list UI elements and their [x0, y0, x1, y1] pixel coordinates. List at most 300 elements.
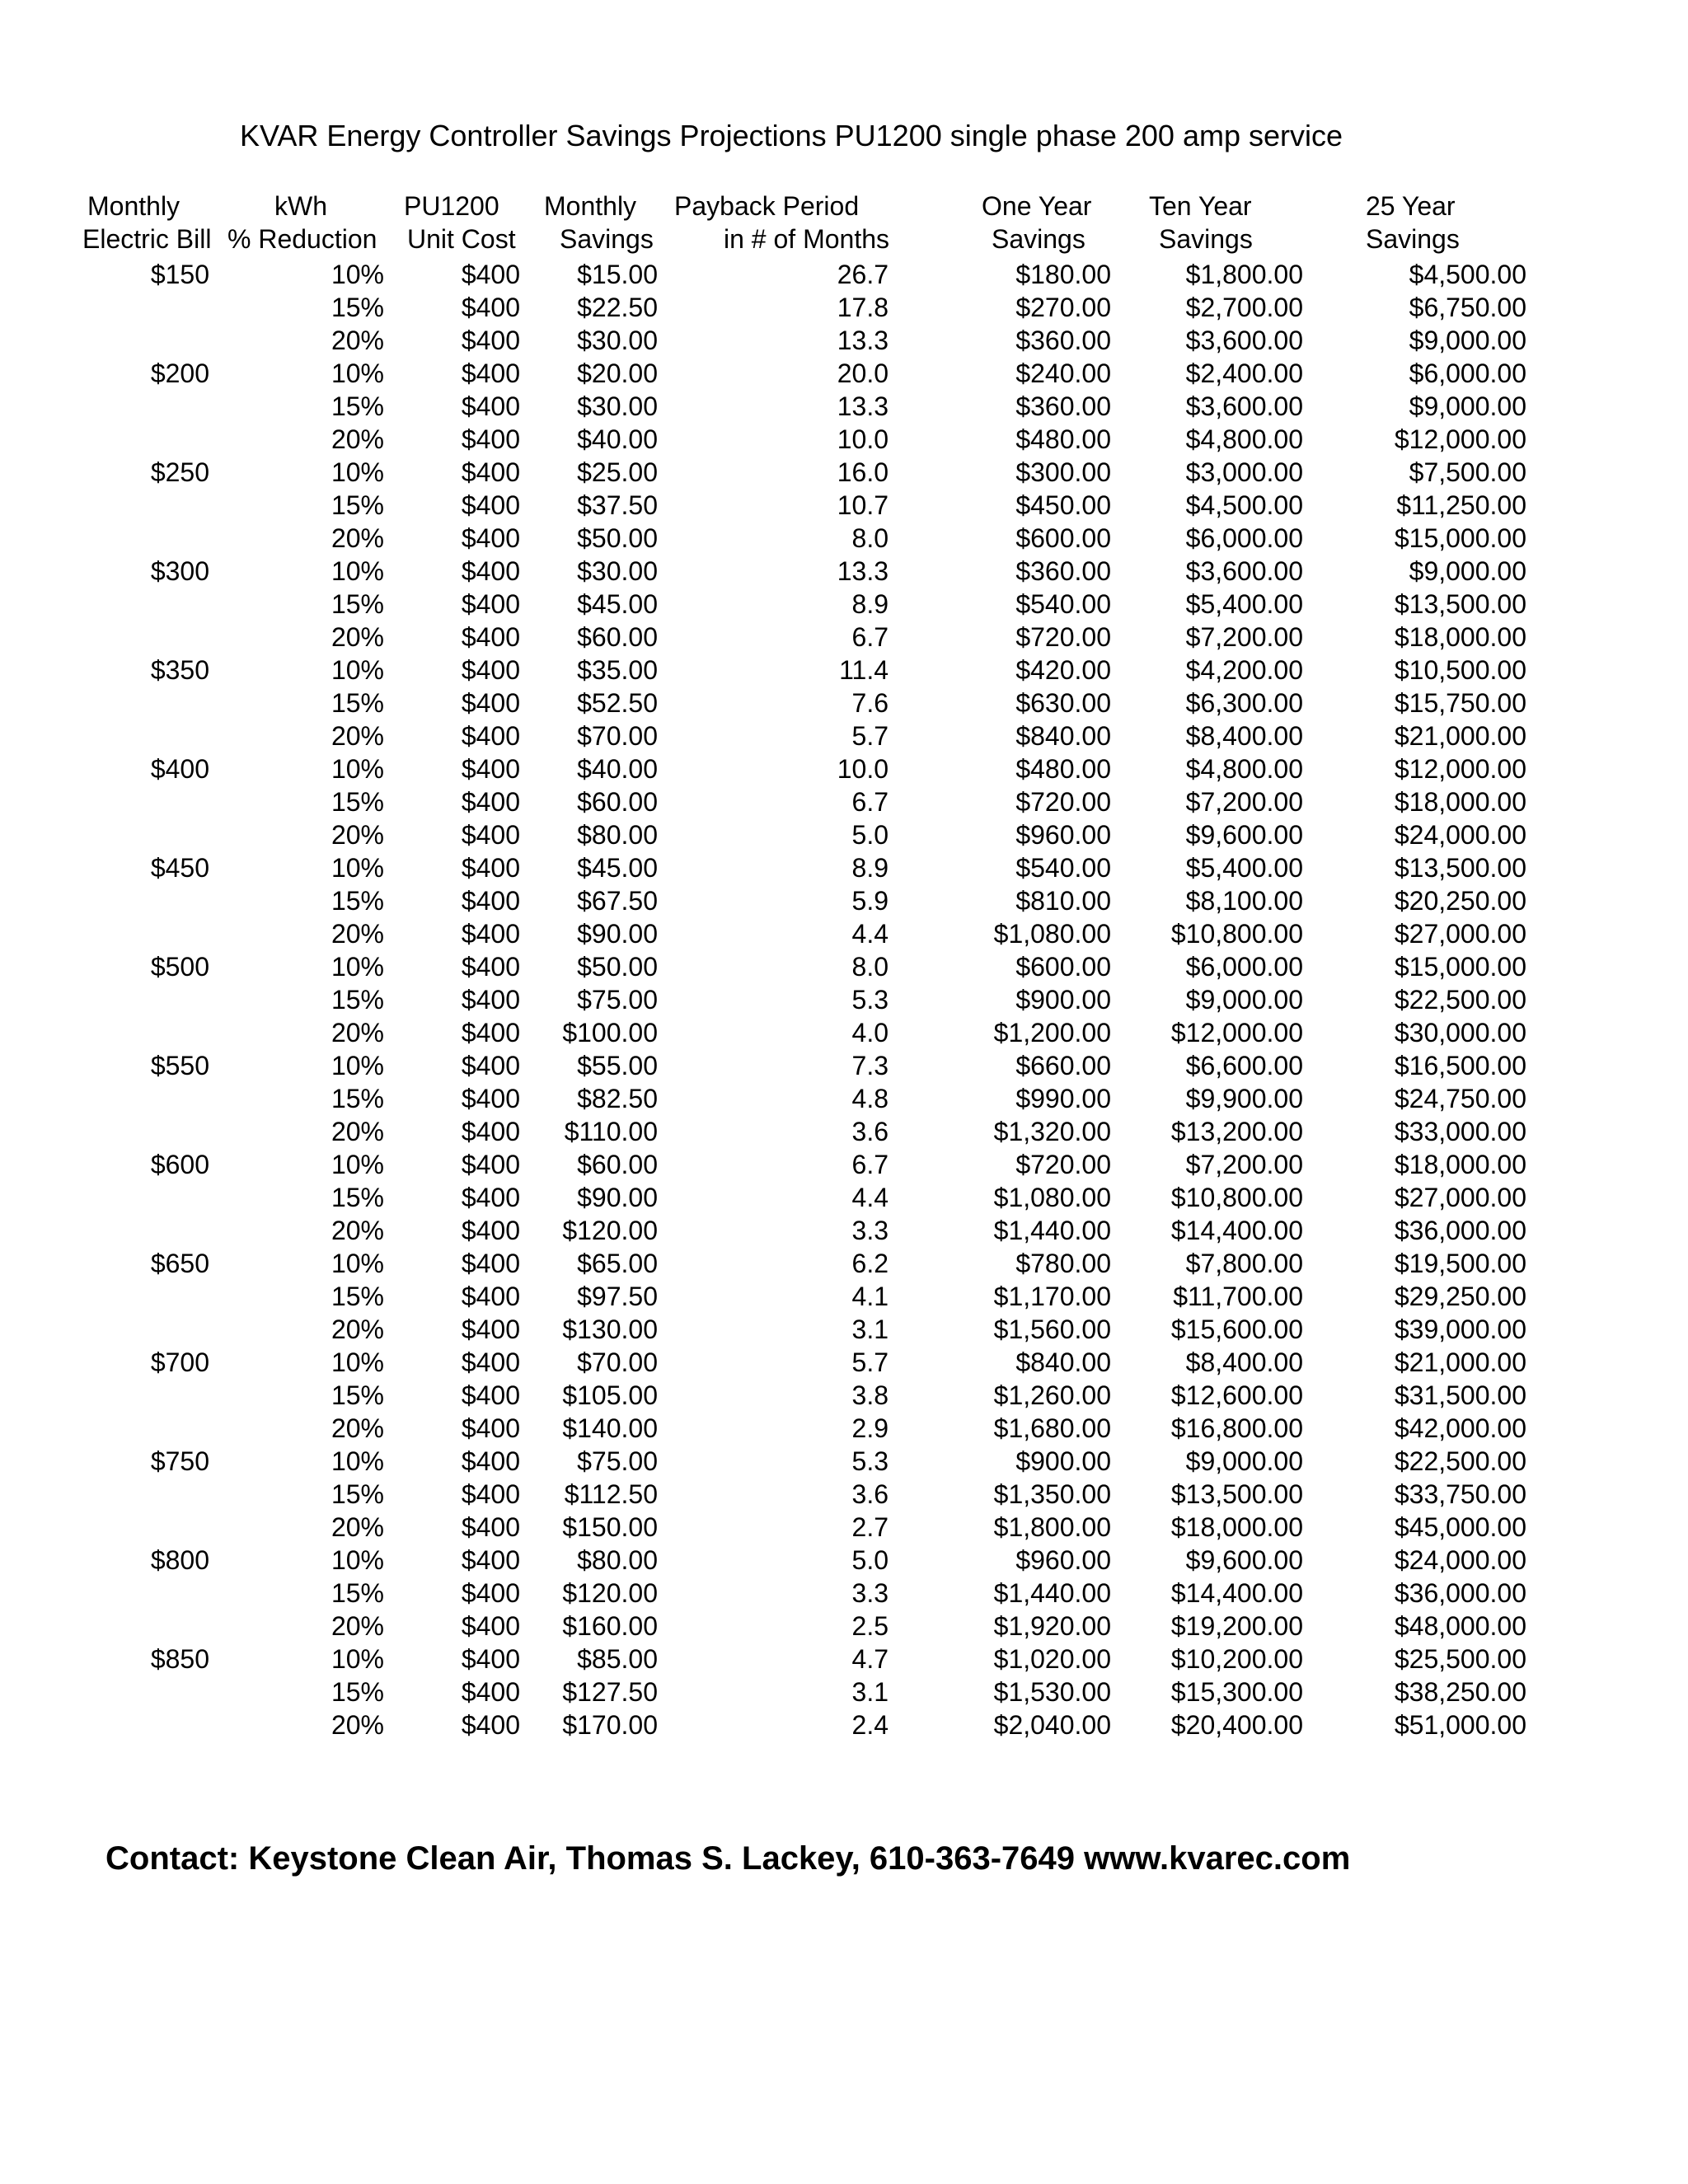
unit-cost-cell: $400 [461, 1084, 520, 1113]
ten-year-savings-cell: $7,200.00 [1185, 787, 1303, 817]
payback-months-cell: 3.3 [851, 1216, 889, 1245]
ten-year-savings-cell: $3,600.00 [1185, 391, 1303, 421]
unit-cost-cell: $400 [461, 1413, 520, 1443]
ten-year-savings-cell: $4,800.00 [1185, 424, 1303, 454]
monthly-savings-cell: $105.00 [562, 1380, 658, 1410]
one-year-savings-cell: $540.00 [1015, 853, 1111, 883]
twenty-five-year-savings-cell: $27,000.00 [1394, 1183, 1526, 1212]
monthly-savings-cell: $30.00 [577, 391, 658, 421]
unit-cost-cell: $400 [461, 754, 520, 784]
payback-months-cell: 6.7 [851, 622, 889, 652]
payback-months-cell: 5.0 [851, 820, 889, 850]
twenty-five-year-savings-cell: $18,000.00 [1394, 1150, 1526, 1179]
table-row [0, 621, 1688, 654]
monthly-savings-cell: $140.00 [562, 1413, 658, 1443]
payback-months-cell: 3.8 [851, 1380, 889, 1410]
one-year-savings-cell: $600.00 [1015, 952, 1111, 982]
table-row [0, 588, 1688, 621]
monthly-savings-cell: $70.00 [577, 721, 658, 751]
payback-months-cell: 7.6 [851, 688, 889, 718]
one-year-savings-cell: $960.00 [1015, 1545, 1111, 1575]
ten-year-savings-cell: $15,300.00 [1170, 1677, 1303, 1707]
page-title: KVAR Energy Controller Savings Projections PU1200 single phase 200 amp service [239, 119, 1343, 152]
unit-cost-cell: $400 [461, 1282, 520, 1311]
one-year-savings-cell: $420.00 [1015, 655, 1111, 685]
monthly-bill-cell: $700 [150, 1347, 209, 1377]
one-year-savings-cell: $840.00 [1015, 1347, 1111, 1377]
twenty-five-year-savings-cell: $15,000.00 [1394, 952, 1526, 982]
twenty-five-year-savings-cell: $18,000.00 [1394, 622, 1526, 652]
table-row [0, 1675, 1688, 1708]
unit-cost-cell: $400 [461, 1380, 520, 1410]
ten-year-savings-cell: $6,600.00 [1185, 1051, 1303, 1080]
kwh-reduction-cell: 15% [331, 886, 384, 916]
monthly-bill-cell: $550 [150, 1051, 209, 1080]
table-row [0, 1115, 1688, 1148]
twenty-five-year-savings-cell: $16,500.00 [1394, 1051, 1526, 1080]
ten-year-savings-cell: $10,800.00 [1170, 919, 1303, 949]
table-row [0, 1214, 1688, 1247]
monthly-bill-cell: $800 [150, 1545, 209, 1575]
table-row [0, 1511, 1688, 1544]
twenty-five-year-savings-cell: $9,000.00 [1409, 556, 1526, 586]
header-one-year-line1: One Year [982, 191, 1092, 221]
table-row [0, 950, 1688, 983]
header-monthly-line1: Monthly [544, 191, 637, 221]
kwh-reduction-cell: 10% [331, 1644, 384, 1674]
one-year-savings-cell: $1,530.00 [993, 1677, 1111, 1707]
payback-months-cell: 2.7 [851, 1512, 889, 1542]
one-year-savings-cell: $1,170.00 [993, 1282, 1111, 1311]
one-year-savings-cell: $660.00 [1015, 1051, 1111, 1080]
one-year-savings-cell: $960.00 [1015, 820, 1111, 850]
ten-year-savings-cell: $4,200.00 [1185, 655, 1303, 685]
twenty-five-year-savings-cell: $33,750.00 [1394, 1479, 1526, 1509]
twenty-five-year-savings-cell: $7,500.00 [1409, 457, 1526, 487]
twenty-five-year-savings-cell: $15,750.00 [1394, 688, 1526, 718]
payback-months-cell: 3.3 [851, 1578, 889, 1608]
twenty-five-year-savings-cell: $18,000.00 [1394, 787, 1526, 817]
monthly-savings-cell: $60.00 [577, 1150, 658, 1179]
payback-months-cell: 4.8 [851, 1084, 889, 1113]
one-year-savings-cell: $720.00 [1015, 787, 1111, 817]
ten-year-savings-cell: $8,400.00 [1185, 1347, 1303, 1377]
payback-months-cell: 4.4 [851, 1183, 889, 1212]
payback-months-cell: 5.3 [851, 985, 889, 1015]
table-row [0, 555, 1688, 588]
payback-months-cell: 10.0 [837, 754, 889, 784]
unit-cost-cell: $400 [461, 391, 520, 421]
one-year-savings-cell: $1,440.00 [993, 1216, 1111, 1245]
table-row [0, 291, 1688, 324]
twenty-five-year-savings-cell: $33,000.00 [1394, 1117, 1526, 1146]
one-year-savings-cell: $1,350.00 [993, 1479, 1111, 1509]
payback-months-cell: 17.8 [837, 293, 889, 322]
table-row [0, 1610, 1688, 1643]
ten-year-savings-cell: $9,000.00 [1185, 1446, 1303, 1476]
twenty-five-year-savings-cell: $11,250.00 [1396, 490, 1526, 520]
one-year-savings-cell: $630.00 [1015, 688, 1111, 718]
ten-year-savings-cell: $8,400.00 [1185, 721, 1303, 751]
table-row [0, 752, 1688, 785]
ten-year-savings-cell: $20,400.00 [1170, 1710, 1303, 1740]
one-year-savings-cell: $1,680.00 [993, 1413, 1111, 1443]
unit-cost-cell: $400 [461, 1150, 520, 1179]
table-row [0, 1181, 1688, 1214]
unit-cost-cell: $400 [461, 919, 520, 949]
monthly-savings-cell: $40.00 [577, 754, 658, 784]
kwh-reduction-cell: 20% [331, 326, 384, 355]
unit-cost-cell: $400 [461, 1545, 520, 1575]
unit-cost-cell: $400 [461, 952, 520, 982]
one-year-savings-cell: $1,560.00 [993, 1315, 1111, 1344]
monthly-savings-cell: $75.00 [577, 1446, 658, 1476]
kwh-reduction-cell: 20% [331, 721, 384, 751]
unit-cost-cell: $400 [461, 1611, 520, 1641]
twenty-five-year-savings-cell: $25,500.00 [1394, 1644, 1526, 1674]
kwh-reduction-cell: 20% [331, 1611, 384, 1641]
twenty-five-year-savings-cell: $10,500.00 [1394, 655, 1526, 685]
kwh-reduction-cell: 15% [331, 1479, 384, 1509]
payback-months-cell: 5.9 [851, 886, 889, 916]
unit-cost-cell: $400 [461, 1677, 520, 1707]
kwh-reduction-cell: 10% [331, 1150, 384, 1179]
one-year-savings-cell: $1,320.00 [993, 1117, 1111, 1146]
kwh-reduction-cell: 15% [331, 293, 384, 322]
ten-year-savings-cell: $3,000.00 [1185, 457, 1303, 487]
kwh-reduction-cell: 20% [331, 1512, 384, 1542]
twenty-five-year-savings-cell: $21,000.00 [1394, 1347, 1526, 1377]
table-row [0, 719, 1688, 752]
kwh-reduction-cell: 10% [331, 1347, 384, 1377]
table-row [0, 884, 1688, 917]
kwh-reduction-cell: 10% [331, 1446, 384, 1476]
payback-months-cell: 5.7 [851, 721, 889, 751]
one-year-savings-cell: $720.00 [1015, 1150, 1111, 1179]
monthly-savings-cell: $52.50 [577, 688, 658, 718]
twenty-five-year-savings-cell: $39,000.00 [1394, 1315, 1526, 1344]
table-row [0, 1082, 1688, 1115]
table-row [0, 983, 1688, 1016]
ten-year-savings-cell: $6,000.00 [1185, 523, 1303, 553]
monthly-bill-cell: $250 [150, 457, 209, 487]
ten-year-savings-cell: $15,600.00 [1170, 1315, 1303, 1344]
monthly-savings-cell: $15.00 [577, 260, 658, 289]
ten-year-savings-cell: $7,200.00 [1185, 622, 1303, 652]
unit-cost-cell: $400 [461, 523, 520, 553]
payback-months-cell: 26.7 [837, 260, 889, 289]
payback-months-cell: 2.9 [851, 1413, 889, 1443]
ten-year-savings-cell: $6,300.00 [1185, 688, 1303, 718]
one-year-savings-cell: $270.00 [1015, 293, 1111, 322]
one-year-savings-cell: $180.00 [1015, 260, 1111, 289]
header-reduction-line1: kWh [274, 191, 327, 221]
payback-months-cell: 8.0 [851, 523, 889, 553]
twenty-five-year-savings-cell: $12,000.00 [1394, 424, 1526, 454]
monthly-savings-cell: $85.00 [577, 1644, 658, 1674]
one-year-savings-cell: $2,040.00 [993, 1710, 1111, 1740]
ten-year-savings-cell: $5,400.00 [1185, 589, 1303, 619]
monthly-savings-cell: $40.00 [577, 424, 658, 454]
monthly-savings-cell: $45.00 [577, 589, 658, 619]
payback-months-cell: 2.5 [851, 1611, 889, 1641]
kwh-reduction-cell: 15% [331, 787, 384, 817]
table-row [0, 1148, 1688, 1181]
ten-year-savings-cell: $12,000.00 [1170, 1018, 1303, 1047]
payback-months-cell: 11.4 [839, 655, 889, 685]
ten-year-savings-cell: $9,000.00 [1185, 985, 1303, 1015]
table-row [0, 1280, 1688, 1313]
twenty-five-year-savings-cell: $45,000.00 [1394, 1512, 1526, 1542]
table-row [0, 1049, 1688, 1082]
one-year-savings-cell: $360.00 [1015, 556, 1111, 586]
one-year-savings-cell: $1,260.00 [993, 1380, 1111, 1410]
payback-months-cell: 8.0 [851, 952, 889, 982]
payback-months-cell: 13.3 [837, 391, 889, 421]
one-year-savings-cell: $1,080.00 [993, 919, 1111, 949]
monthly-savings-cell: $65.00 [577, 1249, 658, 1278]
ten-year-savings-cell: $13,500.00 [1170, 1479, 1303, 1509]
twenty-five-year-savings-cell: $38,250.00 [1394, 1677, 1526, 1707]
one-year-savings-cell: $1,440.00 [993, 1578, 1111, 1608]
header-reduction-line2: % Reduction [227, 224, 377, 254]
monthly-savings-cell: $170.00 [562, 1710, 658, 1740]
one-year-savings-cell: $840.00 [1015, 721, 1111, 751]
payback-months-cell: 6.7 [851, 787, 889, 817]
ten-year-savings-cell: $4,800.00 [1185, 754, 1303, 784]
kwh-reduction-cell: 10% [331, 1051, 384, 1080]
table-row [0, 522, 1688, 555]
unit-cost-cell: $400 [461, 787, 520, 817]
table-row [0, 324, 1688, 357]
unit-cost-cell: $400 [461, 1315, 520, 1344]
kwh-reduction-cell: 10% [331, 952, 384, 982]
unit-cost-cell: $400 [461, 1183, 520, 1212]
kwh-reduction-cell: 20% [331, 424, 384, 454]
ten-year-savings-cell: $1,800.00 [1185, 260, 1303, 289]
unit-cost-cell: $400 [461, 589, 520, 619]
payback-months-cell: 5.7 [851, 1347, 889, 1377]
monthly-savings-cell: $60.00 [577, 622, 658, 652]
one-year-savings-cell: $360.00 [1015, 391, 1111, 421]
table-header [0, 190, 1688, 255]
header-cost-line2: Unit Cost [407, 224, 516, 254]
ten-year-savings-cell: $2,700.00 [1185, 293, 1303, 322]
header-monthly-line2: Savings [560, 224, 654, 254]
kwh-reduction-cell: 15% [331, 985, 384, 1015]
unit-cost-cell: $400 [461, 985, 520, 1015]
monthly-savings-cell: $50.00 [577, 952, 658, 982]
twenty-five-year-savings-cell: $51,000.00 [1394, 1710, 1526, 1740]
twenty-five-year-savings-cell: $27,000.00 [1394, 919, 1526, 949]
twenty-five-year-savings-cell: $36,000.00 [1394, 1216, 1526, 1245]
header-25-year-line1: 25 Year [1366, 191, 1456, 221]
monthly-savings-cell: $60.00 [577, 787, 658, 817]
ten-year-savings-cell: $10,800.00 [1170, 1183, 1303, 1212]
table-row [0, 1016, 1688, 1049]
unit-cost-cell: $400 [461, 886, 520, 916]
ten-year-savings-cell: $6,000.00 [1185, 952, 1303, 982]
payback-months-cell: 6.7 [851, 1150, 889, 1179]
kwh-reduction-cell: 20% [331, 1216, 384, 1245]
payback-months-cell: 4.7 [851, 1644, 889, 1674]
contact-line: Contact: Keystone Clean Air, Thomas S. Lackey, 610-363-7649 www.kvarec.com [106, 1840, 1351, 1877]
one-year-savings-cell: $300.00 [1015, 457, 1111, 487]
ten-year-savings-cell: $9,600.00 [1185, 1545, 1303, 1575]
payback-months-cell: 8.9 [851, 589, 889, 619]
ten-year-savings-cell: $3,600.00 [1185, 556, 1303, 586]
one-year-savings-cell: $780.00 [1015, 1249, 1111, 1278]
one-year-savings-cell: $480.00 [1015, 424, 1111, 454]
header-bill-line2: Electric Bill [82, 224, 212, 254]
monthly-savings-cell: $150.00 [562, 1512, 658, 1542]
twenty-five-year-savings-cell: $31,500.00 [1394, 1380, 1526, 1410]
monthly-savings-cell: $80.00 [577, 820, 658, 850]
monthly-savings-cell: $37.50 [577, 490, 658, 520]
unit-cost-cell: $400 [461, 1512, 520, 1542]
monthly-savings-cell: $82.50 [577, 1084, 658, 1113]
unit-cost-cell: $400 [461, 622, 520, 652]
monthly-savings-cell: $120.00 [562, 1216, 658, 1245]
monthly-savings-cell: $130.00 [562, 1315, 658, 1344]
ten-year-savings-cell: $19,200.00 [1170, 1611, 1303, 1641]
table-row [0, 423, 1688, 456]
payback-months-cell: 8.9 [851, 853, 889, 883]
table-row [0, 456, 1688, 489]
unit-cost-cell: $400 [461, 1347, 520, 1377]
one-year-savings-cell: $810.00 [1015, 886, 1111, 916]
payback-months-cell: 10.0 [837, 424, 889, 454]
one-year-savings-cell: $1,800.00 [993, 1512, 1111, 1542]
one-year-savings-cell: $1,920.00 [993, 1611, 1111, 1641]
unit-cost-cell: $400 [461, 424, 520, 454]
one-year-savings-cell: $600.00 [1015, 523, 1111, 553]
ten-year-savings-cell: $12,600.00 [1170, 1380, 1303, 1410]
one-year-savings-cell: $1,080.00 [993, 1183, 1111, 1212]
ten-year-savings-cell: $14,400.00 [1170, 1578, 1303, 1608]
table-row [0, 1445, 1688, 1478]
header-one-year-line2: Savings [992, 224, 1085, 254]
kwh-reduction-cell: 15% [331, 1183, 384, 1212]
monthly-savings-cell: $22.50 [577, 293, 658, 322]
twenty-five-year-savings-cell: $30,000.00 [1394, 1018, 1526, 1047]
twenty-five-year-savings-cell: $19,500.00 [1394, 1249, 1526, 1278]
table-row [0, 357, 1688, 390]
one-year-savings-cell: $540.00 [1015, 589, 1111, 619]
table-row [0, 1544, 1688, 1577]
payback-months-cell: 3.1 [851, 1677, 889, 1707]
unit-cost-cell: $400 [461, 457, 520, 487]
kwh-reduction-cell: 20% [331, 1710, 384, 1740]
kwh-reduction-cell: 10% [331, 359, 384, 388]
unit-cost-cell: $400 [461, 1644, 520, 1674]
kwh-reduction-cell: 10% [331, 1545, 384, 1575]
twenty-five-year-savings-cell: $24,750.00 [1394, 1084, 1526, 1113]
payback-months-cell: 3.6 [851, 1479, 889, 1509]
table-row [0, 1313, 1688, 1346]
monthly-savings-cell: $55.00 [577, 1051, 658, 1080]
payback-months-cell: 13.3 [837, 556, 889, 586]
payback-months-cell: 5.0 [851, 1545, 889, 1575]
payback-months-cell: 13.3 [837, 326, 889, 355]
monthly-savings-cell: $110.00 [564, 1117, 658, 1146]
payback-months-cell: 7.3 [851, 1051, 889, 1080]
table-row [0, 1708, 1688, 1741]
kwh-reduction-cell: 15% [331, 490, 384, 520]
one-year-savings-cell: $360.00 [1015, 326, 1111, 355]
unit-cost-cell: $400 [461, 820, 520, 850]
unit-cost-cell: $400 [461, 655, 520, 685]
table-row [0, 687, 1688, 719]
twenty-five-year-savings-cell: $29,250.00 [1394, 1282, 1526, 1311]
unit-cost-cell: $400 [461, 1051, 520, 1080]
monthly-savings-cell: $90.00 [577, 919, 658, 949]
kwh-reduction-cell: 20% [331, 820, 384, 850]
unit-cost-cell: $400 [461, 326, 520, 355]
twenty-five-year-savings-cell: $22,500.00 [1394, 985, 1526, 1015]
one-year-savings-cell: $990.00 [1015, 1084, 1111, 1113]
monthly-bill-cell: $500 [150, 952, 209, 982]
twenty-five-year-savings-cell: $48,000.00 [1394, 1611, 1526, 1641]
monthly-bill-cell: $850 [150, 1644, 209, 1674]
one-year-savings-cell: $480.00 [1015, 754, 1111, 784]
one-year-savings-cell: $450.00 [1015, 490, 1111, 520]
table-row [0, 1346, 1688, 1379]
unit-cost-cell: $400 [461, 1710, 520, 1740]
twenty-five-year-savings-cell: $21,000.00 [1394, 721, 1526, 751]
table-row [0, 1247, 1688, 1280]
twenty-five-year-savings-cell: $12,000.00 [1394, 754, 1526, 784]
kwh-reduction-cell: 10% [331, 754, 384, 784]
monthly-savings-cell: $35.00 [577, 655, 658, 685]
ten-year-savings-cell: $3,600.00 [1185, 326, 1303, 355]
monthly-savings-cell: $30.00 [577, 326, 658, 355]
header-payback-line2: in # of Months [724, 224, 889, 254]
twenty-five-year-savings-cell: $20,250.00 [1394, 886, 1526, 916]
twenty-five-year-savings-cell: $15,000.00 [1394, 523, 1526, 553]
header-ten-year-line1: Ten Year [1149, 191, 1252, 221]
payback-months-cell: 3.6 [851, 1117, 889, 1146]
kwh-reduction-cell: 10% [331, 260, 384, 289]
ten-year-savings-cell: $13,200.00 [1170, 1117, 1303, 1146]
table-row [0, 1379, 1688, 1412]
kwh-reduction-cell: 20% [331, 622, 384, 652]
header-bill-line1: Monthly [87, 191, 181, 221]
payback-months-cell: 20.0 [837, 359, 889, 388]
unit-cost-cell: $400 [461, 490, 520, 520]
ten-year-savings-cell: $2,400.00 [1185, 359, 1303, 388]
monthly-savings-cell: $70.00 [577, 1347, 658, 1377]
table-row [0, 654, 1688, 687]
table-row [0, 390, 1688, 423]
kwh-reduction-cell: 10% [331, 853, 384, 883]
twenty-five-year-savings-cell: $13,500.00 [1394, 589, 1526, 619]
table-row [0, 917, 1688, 950]
unit-cost-cell: $400 [461, 556, 520, 586]
unit-cost-cell: $400 [461, 688, 520, 718]
unit-cost-cell: $400 [461, 721, 520, 751]
monthly-savings-cell: $127.50 [562, 1677, 658, 1707]
monthly-savings-cell: $45.00 [577, 853, 658, 883]
header-payback-line1: Payback Period [674, 191, 860, 221]
kwh-reduction-cell: 20% [331, 1413, 384, 1443]
ten-year-savings-cell: $7,800.00 [1185, 1249, 1303, 1278]
kwh-reduction-cell: 15% [331, 1084, 384, 1113]
ten-year-savings-cell: $7,200.00 [1185, 1150, 1303, 1179]
monthly-bill-cell: $450 [150, 853, 209, 883]
monthly-savings-cell: $25.00 [577, 457, 658, 487]
kwh-reduction-cell: 15% [331, 1578, 384, 1608]
